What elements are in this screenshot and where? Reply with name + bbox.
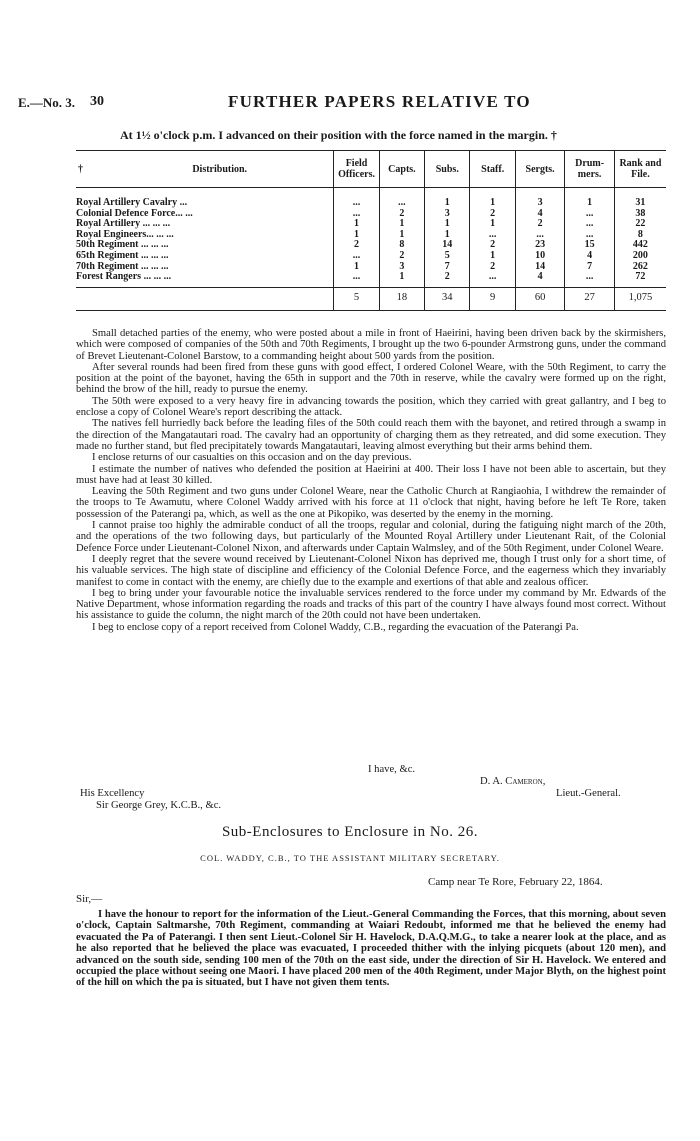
session-ref: E.—No. 3.: [18, 95, 76, 110]
table-cell: 2: [379, 209, 424, 220]
table-row: [76, 209, 666, 220]
table-cell: 4: [515, 209, 565, 220]
addressee-name: Sir George Grey, K.C.B., &c.: [96, 800, 222, 811]
paragraph: I cannot praise too highly the admirable conduct of all the troops, regular and colonial, during the fatiguing night march of the 20th, and the operations of the two following days, but particularly of the Mounted Royal Artillery under Lieutenant Rait, of the Colonial Defence Force under Lieutenant-Colonel Nixon, and afterwards under Captain Walmsley, and of the 50th Regiment, under Colonel Weare.: [76, 520, 666, 554]
unit-name: Forest Rangers ... ... ...: [76, 272, 172, 283]
table-cell: 3: [515, 188, 565, 209]
table-cell: 1: [379, 272, 424, 287]
table-row: [76, 240, 666, 251]
report-body: [76, 328, 666, 633]
paragraph: I beg to bring under your favourable notice the invaluable services rendered to the force under my command by Mr. Edwards of the Native Department, whose information regarding the roads and tracks of this part of the country I have always found most correct. Without his assistance to guide the column, the night march of the 20th could not have been undertaken.: [76, 587, 666, 622]
table-cell: 1: [425, 219, 470, 230]
table-cell: 23: [515, 240, 565, 251]
addressee: His Excellency: [80, 788, 145, 799]
table-cell: 442: [614, 240, 666, 251]
totals-label: [76, 287, 334, 310]
table-cell: 2: [470, 240, 515, 251]
table-cell: 8: [614, 230, 666, 241]
unit-name: Royal Artillery Cavalry ...: [76, 197, 188, 208]
table-row: [76, 188, 666, 209]
column-header: Capts.: [379, 151, 424, 188]
paragraph: I deeply regret that the severe wound received by Lieutenant-Colonel Nixon has deprived me, though I trust only for a short time, of his valuable services. The high state of discipline and efficiency of the Colonial Defence Force, and the eagerness which they invariably manifest to come in contact with the enemy, are chiefly due to the example and exertions of that able and zealous officer.: [76, 553, 666, 588]
table-cell: 2: [470, 262, 515, 273]
table-cell: ...: [470, 230, 515, 241]
paragraph: I have the honour to report for the information of the Lieut.-General Commanding the Forces, that this morning, about seven o'clock, Captain Saltmarshe, 70th Regiment, commanding at Waiari Redoubt, informed me that he believed the enemy had evacuated the Pa of Paterangi. I then sent Lieut.-Colonel Sir H. Havelock, D.A.Q.M.G., to take a nearer look at the place, and as he also reported that he believed the place was evacuated, I proceeded thither with the inlying picquets (about 120 men), and advanced on the south side, sending 100 men of the 70th on the east side, under the direction of Sir H. Havelock. We entered and occupied the place without seeing one Maori. I have placed 200 men of the 40th Regiment, under Major Blyth, on the highest point of the hill on which the pa is situated, but I have not given them tents.: [76, 909, 666, 989]
table-cell: 2: [379, 251, 424, 262]
table-cell: 3: [425, 209, 470, 220]
table-cell: 1: [470, 251, 515, 262]
table-cell: ...: [565, 230, 615, 241]
total-cell: 60: [515, 287, 565, 310]
totals-row: [76, 287, 666, 310]
table-cell: 7: [425, 262, 470, 273]
table-cell: 1: [470, 188, 515, 209]
signature: D. A. Cameron,: [480, 776, 546, 787]
column-header: Sergts.: [515, 151, 565, 188]
unit-name: Royal Engineers... ... ...: [76, 229, 174, 240]
intro-line: At 1½ o'clock p.m. I advanced on their position with the force named in the margin. †: [120, 128, 557, 142]
letter-body: [76, 909, 666, 989]
unit-name: 50th Regiment ... ... ...: [76, 240, 169, 251]
table-cell: 8: [379, 240, 424, 251]
table-cell: ...: [379, 188, 424, 209]
unit-name: 65th Regiment ... ... ...: [76, 250, 169, 261]
table-row: [76, 230, 666, 241]
total-cell: 9: [470, 287, 515, 310]
table-cell: 2: [425, 272, 470, 287]
distribution-table: [76, 150, 666, 311]
table-cell: ...: [470, 272, 515, 287]
salutation: Sir,—: [76, 893, 103, 905]
table-cell: 1: [470, 219, 515, 230]
column-header: Rank and File.: [614, 151, 666, 188]
table-cell: 72: [614, 272, 666, 287]
dagger-mark: †: [78, 163, 83, 175]
table-cell: 15: [565, 240, 615, 251]
table-cell: 7: [565, 262, 615, 273]
table-cell: ...: [334, 251, 379, 262]
table-cell: 1: [425, 230, 470, 241]
table-cell: 1: [379, 230, 424, 241]
table-cell: 3: [379, 262, 424, 273]
table-cell: 31: [614, 188, 666, 209]
paragraph: The natives fell hurriedly back before the leading files of the 50th could reach them with the bayonet, and retired through a swamp in the direction of the Mangatautari road. The cavalry had an opportunity of charging them as they retreated, and did some execution. They made no further stand, but fled precipitately towards Mangatautari, leaving almost everything but their arms behind them.: [76, 418, 666, 452]
total-cell: 27: [565, 287, 615, 310]
page-header: [0, 92, 700, 112]
page-number: 30: [90, 94, 104, 109]
page-title: FURTHER PAPERS RELATIVE TO: [228, 92, 531, 111]
table-cell: 4: [515, 272, 565, 287]
total-cell: 5: [334, 287, 379, 310]
table-cell: 2: [334, 240, 379, 251]
table-cell: 1: [425, 188, 470, 209]
table-cell: 14: [425, 240, 470, 251]
paragraph: After several rounds had been fired from these guns with good effect, I ordered Colonel Weare, with the 50th Regiment, to carry the position at the point of the bayonet, having the 65th in support and the 70th in reserve, while the cavalry were formed up on the right, behind the brow of the hill, ready to pursue the enemy.: [76, 361, 666, 396]
total-cell: 1,075: [614, 287, 666, 310]
table-cell: 1: [379, 219, 424, 230]
table-cell: ...: [515, 230, 565, 241]
unit-name: 70th Regiment ... ... ...: [76, 261, 169, 272]
table-cell: ...: [565, 209, 615, 220]
table-row: [76, 262, 666, 273]
signature-rank: Lieut.-General.: [556, 788, 621, 799]
paragraph: Leaving the 50th Regiment and two guns under Colonel Weare, near the Catholic Church at Rangiaohia, I withdrew the remainder of the troops to Te Awamutu, where Colonel Waddy arrived with his force at 11 o'clock that night, having before he left Te Rore, taken possession of the Paterangi pa, which, as well as the one at Pikopiko, was deserted by the enemy in the morning.: [76, 486, 666, 520]
table-cell: 10: [515, 251, 565, 262]
table-cell: ...: [334, 272, 379, 287]
sub-enclosures-subtitle: COL. WADDY, C.B., TO THE ASSISTANT MILITARY SECRETARY.: [200, 853, 500, 863]
column-header: Field Officers.: [334, 151, 379, 188]
table-cell: 262: [614, 262, 666, 273]
table-cell: 5: [425, 251, 470, 262]
closing-have: I have, &c.: [368, 764, 416, 775]
table-cell: ...: [334, 188, 379, 209]
table-header-row: [76, 151, 666, 188]
table-cell: 4: [565, 251, 615, 262]
paragraph: I beg to enclose copy of a report received from Colonel Waddy, C.B., regarding the evacuation of the Paterangi Pa.: [92, 621, 579, 633]
table-cell: 2: [515, 219, 565, 230]
table-cell: 2: [470, 209, 515, 220]
total-cell: 34: [425, 287, 470, 310]
table-cell: 22: [614, 219, 666, 230]
table-cell: 200: [614, 251, 666, 262]
table-row: [76, 272, 666, 287]
total-cell: 18: [379, 287, 424, 310]
table-cell: 1: [565, 188, 615, 209]
column-header: Subs.: [425, 151, 470, 188]
paragraph: The 50th were exposed to a very heavy fire in advancing towards the position, which they carried with great gallantry, and I beg to enclose a copy of Colonel Weare's report describing the attack.: [76, 395, 666, 419]
column-header: † Distribution.: [76, 151, 334, 188]
table-cell: 1: [334, 262, 379, 273]
column-header: Staff.: [470, 151, 515, 188]
table-cell: 14: [515, 262, 565, 273]
table-cell: 38: [614, 209, 666, 220]
paragraph: I enclose returns of our casualties on this occasion and on the day previous.: [92, 452, 412, 464]
sub-enclosures-title: Sub-Enclosures to Enclosure in No. 26.: [221, 824, 479, 840]
place-date: Camp near Te Rore, February 22, 1864.: [428, 876, 603, 888]
table-cell: 1: [334, 230, 379, 241]
table-row: [76, 251, 666, 262]
table-cell: ...: [565, 272, 615, 287]
table-row: [76, 219, 666, 230]
table-cell: ...: [334, 209, 379, 220]
unit-name: Colonial Defence Force... ...: [76, 208, 193, 219]
table-cell: ...: [565, 219, 615, 230]
unit-name: Royal Artillery ... ... ...: [76, 219, 171, 230]
paragraph: I estimate the number of natives who defended the position at Haeirini at 400. Their loss I have not been able to ascertain, but they must have had at least 30 killed.: [76, 463, 666, 486]
column-header: Drum-mers.: [565, 151, 615, 188]
paragraph: Small detached parties of the enemy, who were posted about a mile in front of Haeirini, having been driven back by the skirmishers, which were composed of companies of the 50th and 70th Regiments, I brought up the two 6-pounder Armstrong guns, under the command of Brevet Lieutenant-Colonel Barstow, to a commanding height about 500 yards from the position.: [76, 328, 666, 362]
table-cell: 1: [334, 219, 379, 230]
